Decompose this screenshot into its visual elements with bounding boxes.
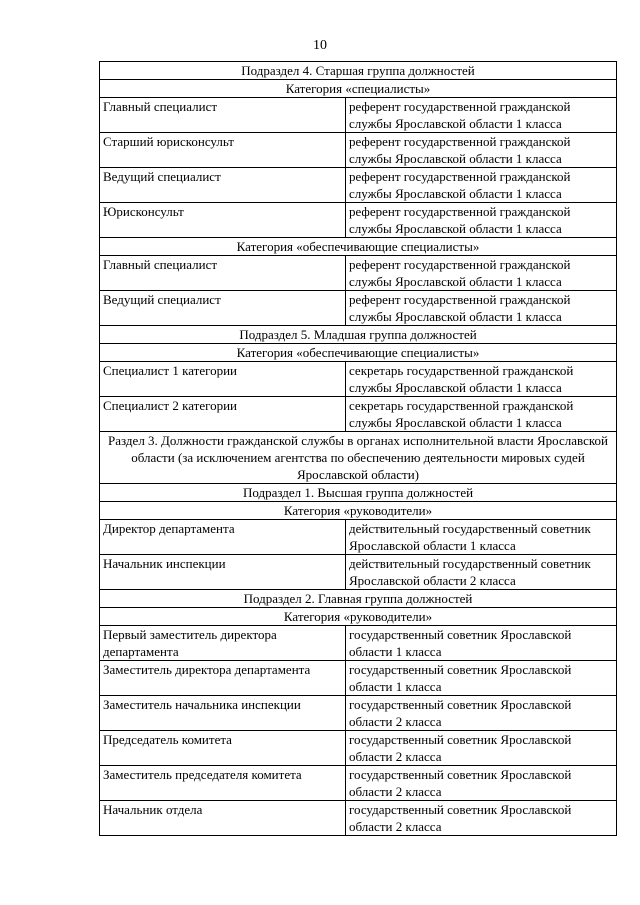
section-heading: Раздел 3. Должности гражданской службы в органах исполнительной власти Ярославской области (за исключением агентства по обеспечению деятельности мировых судей Ярославской области): [100, 432, 617, 484]
table-row: [100, 256, 617, 291]
table-row: [100, 397, 617, 432]
table-row: [100, 731, 617, 766]
table-row: [100, 555, 617, 590]
section-heading: Категория «обеспечивающие специалисты»: [100, 238, 617, 256]
section-heading-row: [100, 238, 617, 256]
position-cell: Начальник инспекции: [100, 555, 346, 590]
rank-cell: государственный советник Ярославской области 2 класса: [346, 696, 617, 731]
section-heading-row: [100, 326, 617, 344]
position-cell: Старший юрисконсульт: [100, 133, 346, 168]
table-row: [100, 520, 617, 555]
section-heading: Категория «руководители»: [100, 502, 617, 520]
position-cell: Специалист 2 категории: [100, 397, 346, 432]
table-row: [100, 661, 617, 696]
section-heading: Подраздел 2. Главная группа должностей: [100, 590, 617, 608]
position-cell: Председатель комитета: [100, 731, 346, 766]
table-row: [100, 98, 617, 133]
rank-cell: референт государственной гражданской службы Ярославской области 1 класса: [346, 203, 617, 238]
position-cell: Заместитель начальника инспекции: [100, 696, 346, 731]
position-cell: Заместитель директора департамента: [100, 661, 346, 696]
rank-cell: государственный советник Ярославской области 1 класса: [346, 661, 617, 696]
rank-cell: действительный государственный советник Ярославской области 1 класса: [346, 520, 617, 555]
section-heading: Подраздел 5. Младшая группа должностей: [100, 326, 617, 344]
position-cell: Главный специалист: [100, 98, 346, 133]
table-row: [100, 801, 617, 836]
section-heading-row: [100, 80, 617, 98]
section-heading-row: [100, 590, 617, 608]
rank-cell: референт государственной гражданской службы Ярославской области 1 класса: [346, 168, 617, 203]
position-cell: Заместитель председателя комитета: [100, 766, 346, 801]
section-heading-row: [100, 608, 617, 626]
rank-cell: государственный советник Ярославской области 2 класса: [346, 731, 617, 766]
section-heading: Категория «обеспечивающие специалисты»: [100, 344, 617, 362]
position-cell: Ведущий специалист: [100, 168, 346, 203]
position-cell: Юрисконсульт: [100, 203, 346, 238]
section-heading-row: [100, 432, 617, 484]
positions-table: [99, 61, 617, 836]
section-heading: Категория «специалисты»: [100, 80, 617, 98]
table-row: [100, 766, 617, 801]
position-cell: Ведущий специалист: [100, 291, 346, 326]
rank-cell: секретарь государственной гражданской службы Ярославской области 1 класса: [346, 362, 617, 397]
section-heading-row: [100, 484, 617, 502]
rank-cell: референт государственной гражданской службы Ярославской области 1 класса: [346, 291, 617, 326]
rank-cell: государственный советник Ярославской области 2 класса: [346, 766, 617, 801]
table-row: [100, 203, 617, 238]
position-cell: Директор департамента: [100, 520, 346, 555]
positions-table-body: [100, 62, 617, 836]
position-cell: Специалист 1 категории: [100, 362, 346, 397]
table-row: [100, 291, 617, 326]
section-heading-row: [100, 344, 617, 362]
page-number: 10: [313, 38, 327, 53]
section-heading-row: [100, 502, 617, 520]
rank-cell: референт государственной гражданской службы Ярославской области 1 класса: [346, 256, 617, 291]
rank-cell: государственный советник Ярославской области 1 класса: [346, 626, 617, 661]
position-cell: Первый заместитель директора департамента: [100, 626, 346, 661]
position-cell: Главный специалист: [100, 256, 346, 291]
section-heading: Категория «руководители»: [100, 608, 617, 626]
rank-cell: референт государственной гражданской службы Ярославской области 1 класса: [346, 98, 617, 133]
table-row: [100, 133, 617, 168]
rank-cell: действительный государственный советник Ярославской области 2 класса: [346, 555, 617, 590]
table-row: [100, 696, 617, 731]
table-row: [100, 362, 617, 397]
section-heading-row: [100, 62, 617, 80]
rank-cell: секретарь государственной гражданской службы Ярославской области 1 класса: [346, 397, 617, 432]
section-heading: Подраздел 4. Старшая группа должностей: [100, 62, 617, 80]
table-row: [100, 168, 617, 203]
position-cell: Начальник отдела: [100, 801, 346, 836]
rank-cell: референт государственной гражданской службы Ярославской области 1 класса: [346, 133, 617, 168]
section-heading: Подраздел 1. Высшая группа должностей: [100, 484, 617, 502]
rank-cell: государственный советник Ярославской области 2 класса: [346, 801, 617, 836]
table-row: [100, 626, 617, 661]
